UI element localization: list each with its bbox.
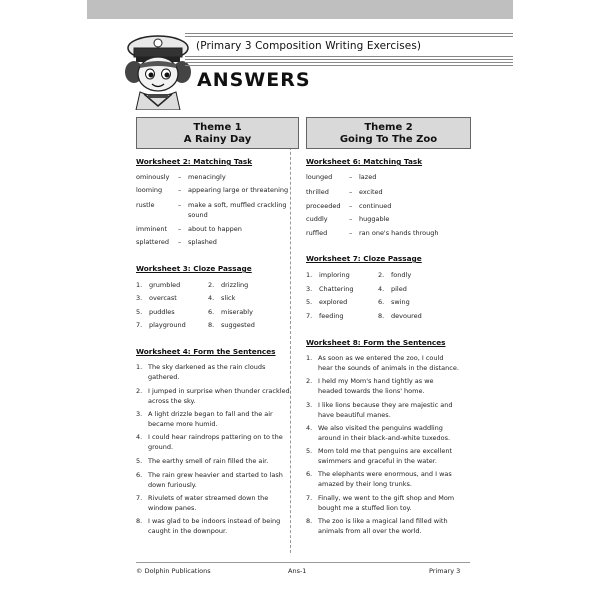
answer-word: feeding xyxy=(319,312,344,320)
answer-number: 5. xyxy=(136,308,143,316)
worksheet-2-title: Worksheet 2: Matching Task xyxy=(136,157,253,166)
worksheet-8-title: Worksheet 8: Form the Sentences xyxy=(306,338,446,347)
answer-word: fondly xyxy=(391,271,412,279)
vocab-definition: continued xyxy=(359,202,392,210)
right-column: Theme 2 Going To The Zoo Worksheet 6: Matching Task lounged – lazed thrilled – excited proceeded – continued cuddly – huggable ruffled – ran one's hands through Worksheet 7: Cloze Passage 1. imploring 2. fondly 3. Chattering 4. piled 5. explored 6. swing 7. feeding 8. devoured Worksheet 8: Form the Sentences 1. As soon as we entered the zoo, I could hear the sounds of animals in the distance. 2. I held my Mom's hand tightly as we headed towards the lions' home. 3. I like lions because they are majestic and have beautiful manes. 4. We also visited the penguins waddling around in their black-and-white tuxedos. 5. Mom told me that penguins are excellent swimmers and graceful in the water. 6. The elephants were enormous, and I was amazed by their long trunks. 7. Finally, we went to the gift shop and Mom bought me a stuffed lion toy. 8. The zoo is like a magical land filled with animals from all over the world. xyxy=(306,117,471,557)
sentence-line: I was glad to be indoors instead of being xyxy=(148,517,281,525)
sentence-line: animals from all over the world. xyxy=(318,526,422,535)
vocab-word: rustle xyxy=(136,201,155,209)
vocab-word: lounged xyxy=(306,173,333,181)
theme-2-number: Theme 2 xyxy=(364,122,413,133)
sentence-line: down furiously. xyxy=(148,480,197,489)
theme-1-box xyxy=(136,117,299,149)
vocab-word: thrilled xyxy=(306,188,329,196)
sentence-number: 2. xyxy=(306,377,313,385)
answer-word: devoured xyxy=(391,312,422,320)
sentence-line: bought me a stuffed lion toy. xyxy=(318,503,412,512)
answer-number: 6. xyxy=(208,308,215,316)
answer-number: 3. xyxy=(306,285,313,293)
vocab-word: ominously xyxy=(136,173,170,181)
answer-word: miserably xyxy=(221,308,253,316)
sentence-number: 1. xyxy=(306,354,313,362)
sentence-number: 3. xyxy=(136,410,143,418)
sentence-line: Rivulets of water streamed down the xyxy=(148,494,269,502)
vocab-word: ruffled xyxy=(306,229,328,237)
theme-1-number: Theme 1 xyxy=(193,122,242,133)
sentence-line: headed towards the lions' home. xyxy=(318,386,425,395)
answer-word: imploring xyxy=(319,271,350,279)
vocab-word: looming xyxy=(136,186,163,194)
vocab-definition: huggable xyxy=(359,215,390,223)
vocab-word: proceeded xyxy=(306,202,341,210)
sentence-line: Mom told me that penguins are excellent xyxy=(318,447,453,455)
answer-number: 3. xyxy=(136,294,143,302)
sentence-line: ground. xyxy=(148,442,174,451)
sentence-line: As soon as we entered the zoo, I could xyxy=(318,354,444,362)
answer-word: drizzling xyxy=(221,281,249,289)
answer-number: 1. xyxy=(136,281,143,289)
footer-page-number: Ans-1 xyxy=(288,567,307,575)
sentence-line: Finally, we went to the gift shop and Mom xyxy=(318,494,455,502)
answer-number: 8. xyxy=(208,321,215,329)
header-stripe xyxy=(185,62,513,63)
sentence-line: swimmers and graceful in the water. xyxy=(318,456,437,465)
sentence-line: hear the sounds of animals in the distance. xyxy=(318,363,459,372)
theme-2-title: Going To The Zoo xyxy=(339,134,438,145)
sentence-number: 8. xyxy=(136,517,143,525)
vocab-definition: menacingly xyxy=(188,173,226,181)
answer-word: puddles xyxy=(149,308,175,316)
theme-1-title: A Rainy Day xyxy=(183,134,252,145)
vocab-definition: excited xyxy=(359,188,383,196)
header-stripe xyxy=(185,59,513,60)
sentence-line: The earthy smell of rain filled the air. xyxy=(148,457,269,465)
sentence-number: 2. xyxy=(136,387,143,395)
sentence-line: The elephants were enormous, and I was xyxy=(318,470,452,478)
answer-number: 6. xyxy=(378,298,385,306)
sentence-line: The rain grew heavier and started to lash xyxy=(148,471,283,479)
vocab-word: cuddly xyxy=(306,215,328,223)
left-column: Theme 1 A Rainy Day Worksheet 2: Matching Task ominously – menacingly looming – appearing large or threatening rustle – make a soft, muffled crackling sound imminent – about to happen splattered – splashed Worksheet 3: Cloze Passage 1. grumbled 2. drizzling 3. overcast 4. slick 5. puddles 6. miserably 7. playground 8. suggested Worksheet 4: Form the Sentences 1. The sky darkened as the rain clouds gathered. 2. I jumped in surprise when thunder crackled across the sky. 3. A light drizzle began to fall and the air became more humid. 4. I could hear raindrops pattering on to the ground. 5. The earthy smell of rain filled the air. 6. The rain grew heavier and started to lash down furiously. 7. Rivulets of water streamed down the window panes. 8. I was glad to be indoors instead of being caught in the downpour. xyxy=(136,117,299,557)
page-title: ANSWERS xyxy=(197,69,311,91)
sentence-number: 7. xyxy=(136,494,143,502)
vocab-definition: ran one's hands through xyxy=(359,229,439,237)
answer-number: 5. xyxy=(306,298,313,306)
top-grey-bar xyxy=(87,0,513,19)
sentence-number: 6. xyxy=(306,470,313,478)
answer-number: 2. xyxy=(378,271,385,279)
sentence-line: around in their black-and-white tuxedos. xyxy=(318,433,451,442)
vocab-word: imminent xyxy=(136,225,168,233)
sentence-line: I like lions because they are majestic and xyxy=(318,401,453,409)
sentence-number: 7. xyxy=(306,494,313,502)
answer-word: playground xyxy=(149,321,186,329)
answer-number: 1. xyxy=(306,271,313,279)
vocab-definition: about to happen xyxy=(188,225,242,233)
answer-number: 8. xyxy=(378,312,385,320)
vocab-definition: lazed xyxy=(359,173,377,181)
answer-word: swing xyxy=(391,298,410,306)
answer-number: 7. xyxy=(136,321,143,329)
header-stripe xyxy=(185,33,513,34)
answer-word: Chattering xyxy=(319,285,354,293)
answer-number: 7. xyxy=(306,312,313,320)
sentence-line: I could hear raindrops pattering on to the xyxy=(148,433,283,441)
answer-word: explored xyxy=(319,298,348,306)
sentence-number: 4. xyxy=(306,424,313,432)
sentence-line: I jumped in surprise when thunder crackled xyxy=(148,387,290,395)
sentence-line: window panes. xyxy=(148,503,197,512)
sentence-number: 5. xyxy=(306,447,313,455)
sentence-line: The zoo is like a magical land filled with xyxy=(318,517,448,525)
sentence-line: gathered. xyxy=(148,372,180,381)
vocab-word: splattered xyxy=(136,238,170,246)
header-stripe xyxy=(185,56,513,57)
sentence-number: 6. xyxy=(136,471,143,479)
sentence-number: 5. xyxy=(136,457,143,465)
vocab-definition: make a soft, muffled crackling sound xyxy=(188,201,287,219)
sentence-line: A light drizzle began to fall and the air xyxy=(148,410,273,418)
answer-word: slick xyxy=(221,294,236,302)
sentence-line: have beautiful manes. xyxy=(318,410,391,419)
answer-word: piled xyxy=(391,285,407,293)
footer-rule xyxy=(136,562,470,563)
sentence-number: 4. xyxy=(136,433,143,441)
answer-number: 4. xyxy=(208,294,215,302)
answer-word: suggested xyxy=(221,321,255,329)
theme-2-box xyxy=(306,117,471,149)
footer-level: Primary 3 xyxy=(429,567,461,575)
answer-number: 4. xyxy=(378,285,385,293)
worksheet-4-title: Worksheet 4: Form the Sentences xyxy=(136,347,276,356)
answer-word: overcast xyxy=(149,294,177,302)
sentence-number: 3. xyxy=(306,401,313,409)
worksheet-3-title: Worksheet 3: Cloze Passage xyxy=(136,264,252,273)
footer-publisher: © Dolphin Publications xyxy=(136,567,211,575)
sentence-line: caught in the downpour. xyxy=(148,526,228,535)
worksheet-7-title: Worksheet 7: Cloze Passage xyxy=(306,254,422,263)
vocab-definition: appearing large or threatening xyxy=(188,186,289,194)
answer-word: grumbled xyxy=(149,281,181,289)
sentence-number: 8. xyxy=(306,517,313,525)
sentence-line: across the sky. xyxy=(148,396,196,405)
sentence-line: I held my Mom's hand tightly as we xyxy=(318,377,434,385)
sentence-number: 1. xyxy=(136,363,143,371)
sentence-line: We also visited the penguins waddling xyxy=(318,424,443,432)
sentence-line: The sky darkened as the rain clouds xyxy=(148,363,266,371)
answer-number: 2. xyxy=(208,281,215,289)
sentence-line: amazed by their long trunks. xyxy=(318,479,412,488)
worksheet-6-title: Worksheet 6: Matching Task xyxy=(306,157,423,166)
vocab-definition: splashed xyxy=(188,238,217,246)
sailor-mascot-illustration xyxy=(118,28,198,110)
header-stripe xyxy=(185,36,513,37)
header-stripe xyxy=(185,65,513,66)
book-subtitle: (Primary 3 Composition Writing Exercises) xyxy=(196,40,422,52)
sentence-line: became more humid. xyxy=(148,419,218,428)
